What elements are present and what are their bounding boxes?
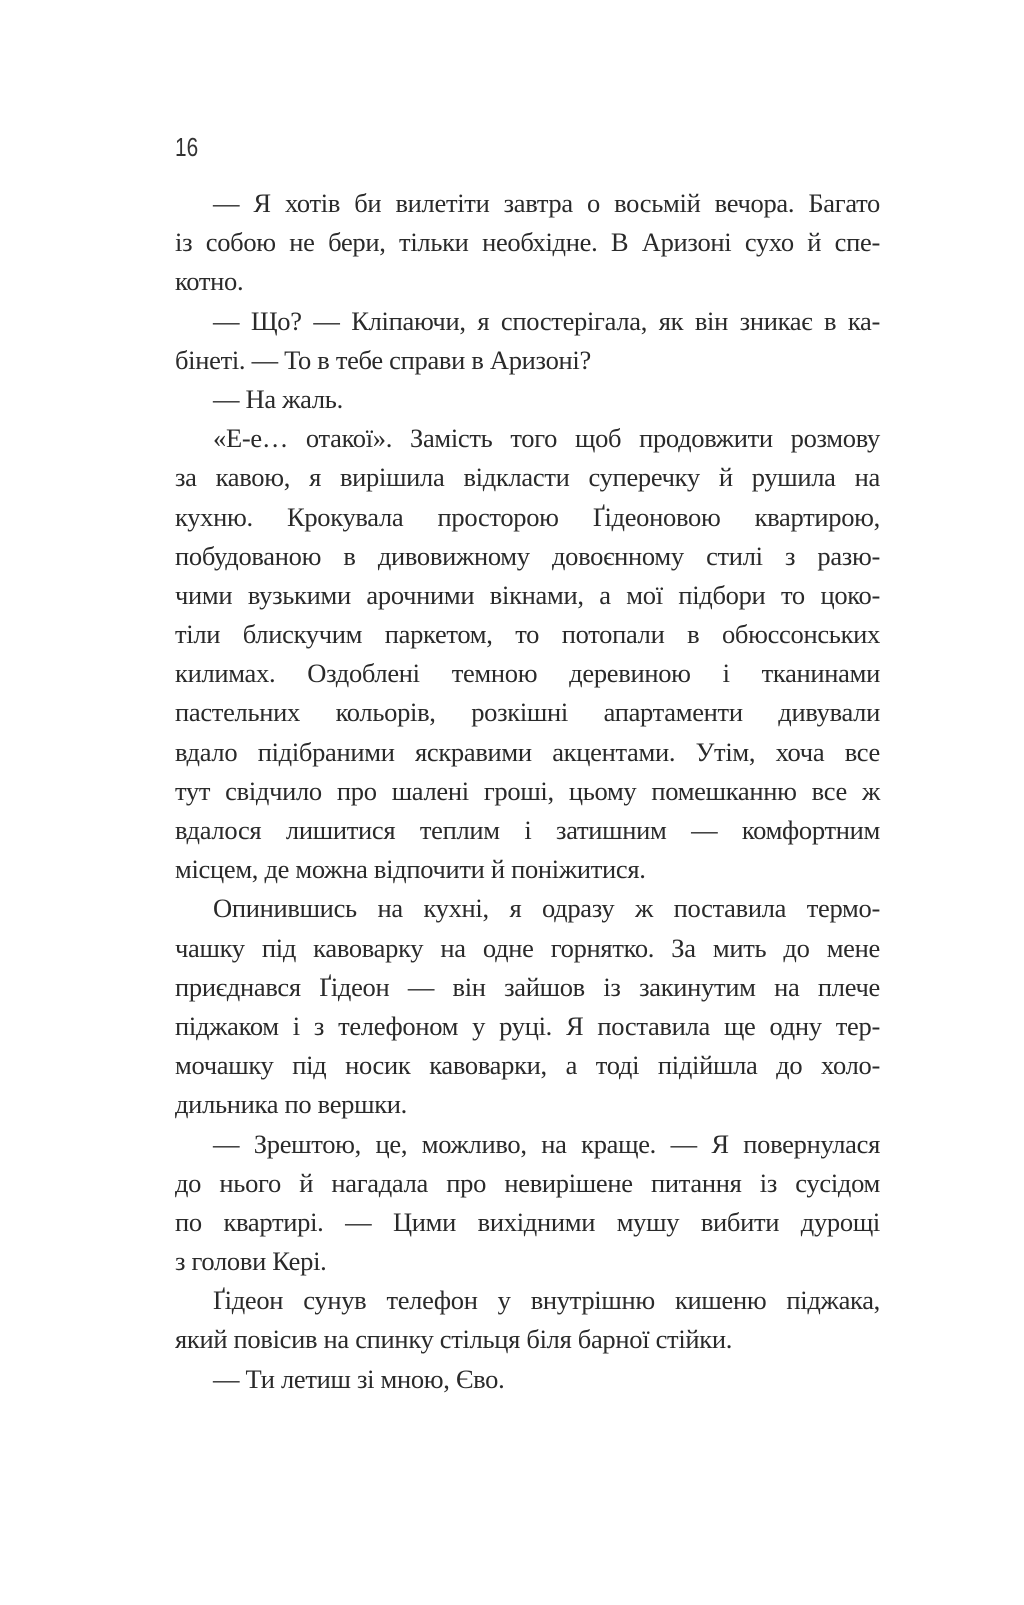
- text-line: з голови Кері.: [175, 1246, 327, 1277]
- text-line: «Е-е… отакої». Замість того щоб продовжити розмову: [213, 423, 880, 454]
- text-line: дильника по вершки.: [175, 1089, 408, 1120]
- text-line: тут свідчило про шалені гроші, цьому помешканню все ж: [175, 775, 880, 806]
- text-line: — Я хотів би вилетіти завтра о восьмій вечора. Багато: [213, 188, 880, 218]
- text-line: пастельних кольорів, розкішні апартаменти дивували: [175, 697, 880, 728]
- text-line: — Зрештою, це, можливо, на краще. — Я повернулася: [213, 1128, 880, 1159]
- text-line: побудованою в дивовижному довоєнному стилі з разю-: [175, 540, 880, 571]
- body-text: [175, 184, 880, 1399]
- text-line: піджаком і з телефоном у руці. Я поставила ще одну тер-: [175, 1010, 880, 1041]
- text-line: котно.: [175, 266, 244, 297]
- text-line: килимах. Оздоблені темною деревиною і тканинами: [175, 658, 880, 689]
- text-line: кухню. Крокувала просторою Ґідеоновою квартирою,: [175, 501, 880, 532]
- text-line: тіли блискучим паркетом, то потопали в обюссонських: [175, 619, 880, 650]
- text-line: по квартирі. — Цими вихідними мушу вибити дурощі: [175, 1206, 880, 1237]
- text-line: до нього й нагадала про невирішене питання із сусідом: [175, 1167, 880, 1198]
- text-line: — Ти летиш зі мною, Єво.: [213, 1363, 505, 1394]
- text-line: Опинившись на кухні, я одразу ж поставила термо-: [213, 893, 880, 924]
- text-line: чашку під кавоварку на одне горнятко. За мить до мене: [175, 932, 880, 963]
- text-line: — Що? — Кліпаючи, я спостерігала, як він зникає в ка-: [213, 305, 880, 336]
- text-line: із собою не бери, тільки необхідне. В Аризоні сухо й спе-: [175, 227, 880, 258]
- text-line: мочашку під носик кавоварки, а тоді підійшла до холо-: [175, 1050, 880, 1081]
- text-line: Ґідеон сунув телефон у внутрішню кишеню піджака,: [213, 1285, 880, 1316]
- text-line: приєднався Ґідеон — він зайшов із закинутим на плече: [175, 971, 880, 1002]
- text-line: — На жаль.: [213, 383, 343, 414]
- text-line: вдалося лишитися теплим і затишним — комфортним: [175, 815, 880, 845]
- text-line: вдало підібраними яскравими акцентами. Утім, хоча все: [175, 736, 880, 767]
- page-number: 16: [175, 132, 199, 162]
- text-line: за кавою, я вирішила відкласти суперечку й рушила на: [175, 462, 880, 493]
- text-line: який повісив на спинку стільця біля барної стійки.: [175, 1324, 733, 1355]
- text-line: чими вузькими арочними вікнами, а мої підбори то цоко-: [175, 579, 880, 610]
- text-line: місцем, де можна відпочити й поніжитися.: [175, 854, 646, 885]
- text-line: бінеті. — То в тебе справи в Аризоні?: [175, 344, 591, 375]
